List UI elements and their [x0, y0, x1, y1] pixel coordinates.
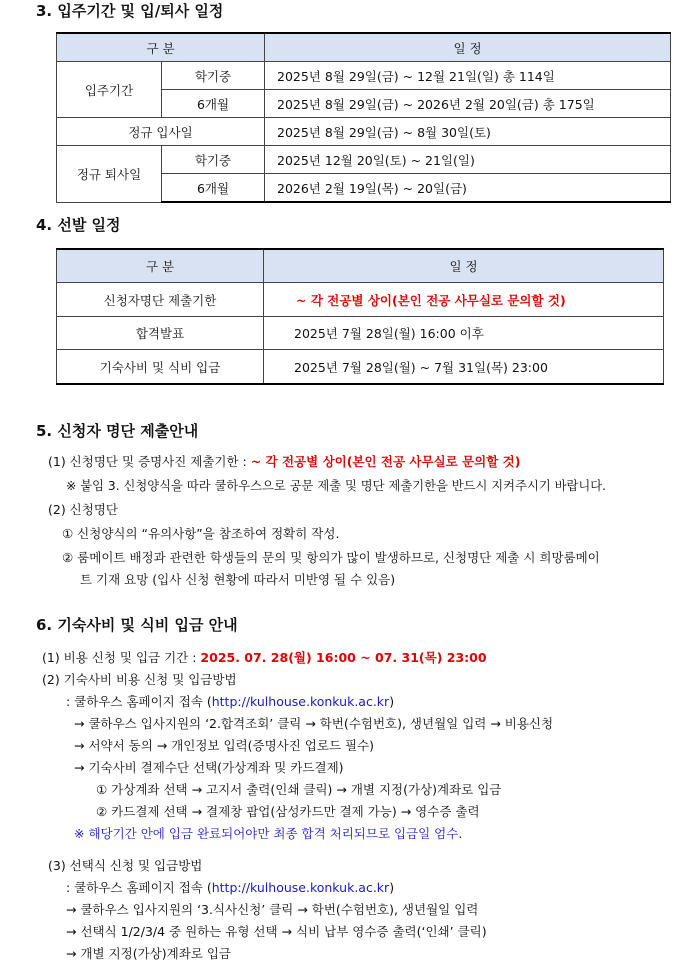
- s6-line-7: ① 가상계좌 선택 → 고지서 출력(인쇄 클릭) → 개별 지정(가상)계좌로 입금: [96, 782, 502, 797]
- s6-l11-prefix: : 쿨하우스 홈페이지 접속 (: [66, 880, 212, 895]
- cell-group: 정규 입사일: [57, 118, 265, 146]
- homepage-link-2[interactable]: http://kulhouse.konkuk.ac.kr: [211, 880, 390, 895]
- cell-label: 기숙사비 및 식비 입금: [57, 350, 264, 385]
- cell-sub: 6개월: [162, 90, 265, 118]
- s5-l1-prefix: (1) 신청명단 및 증명사진 제출기한 :: [48, 454, 251, 469]
- cell-label: 합격발표: [57, 317, 264, 350]
- s6-line-14: → 개별 지정(가상)계좌로 입금: [66, 946, 231, 961]
- s5-line-3: (2) 신청명단: [48, 502, 118, 517]
- s6-line-13: → 선택식 1/2/3/4 중 원하는 유형 선택 → 식비 납부 영수증 출력(‘인쇄’ 클릭): [66, 924, 487, 939]
- cell-sub: 학기중: [162, 62, 265, 90]
- s5-line-4: ① 신청양식의 “유의사항”을 참조하여 정확히 작성.: [62, 526, 340, 541]
- section-3-heading: 3. 입주기간 및 입/퇴사 일정: [36, 2, 224, 20]
- s6-l3-prefix: : 쿨하우스 홈페이지 접속 (: [66, 694, 212, 709]
- section-5-heading: 5. 신청자 명단 제출안내: [36, 422, 199, 440]
- s6-l11-suffix: ): [389, 880, 395, 895]
- cell-sub: 학기중: [162, 146, 265, 174]
- s5-line-2: ※ 붙임 3. 신청양식을 따라 쿨하우스으로 공문 제출 및 명단 제출기한을 반드시 지켜주시기 바랍니다.: [66, 479, 607, 493]
- cell-date: ~ 각 전공별 상이(본인 전공 사무실로 문의할 것): [264, 283, 664, 317]
- s6-line-5: → 서약서 동의 → 개인정보 입력(증명사진 업로드 필수): [74, 738, 375, 753]
- s5-line-1: [48, 452, 520, 470]
- s6-line-3: [66, 692, 394, 710]
- cell-date: 2025년 7월 28일(월) 16:00 이후: [264, 317, 664, 350]
- occupancy-table: [56, 32, 671, 203]
- table-header-schedule: 일 정: [264, 249, 664, 283]
- cell-date: 2026년 2월 19일(목) ~ 20일(금): [265, 174, 671, 203]
- cell-group: 정규 퇴사일: [57, 146, 162, 203]
- s6-line-4: → 쿨하우스 입사지원의 ‘2.합격조회’ 클릭 → 학번(수험번호), 생년월일 입력 → 비용신청: [74, 716, 554, 731]
- cell-date: 2025년 12월 20일(토) ~ 21일(일): [265, 146, 671, 174]
- table-header-category: 구 분: [57, 33, 265, 62]
- cell-date: 2025년 8월 29일(금) ~ 8월 30일(토): [265, 118, 671, 146]
- s6-line-9-notice: ※ 해당기간 안에 입금 완료되어야만 최종 합격 처리되므로 입금일 엄수.: [74, 826, 463, 841]
- cell-date: 2025년 8월 29일(금) ~ 12월 21일(일) 총 114일: [265, 62, 671, 90]
- section-6-heading: 6. 기숙사비 및 식비 입금 안내: [36, 616, 238, 634]
- cell-date: 2025년 7월 28일(월) ~ 7월 31일(목) 23:00: [264, 350, 664, 385]
- cell-label: 신청자명단 제출기한: [57, 283, 264, 317]
- s6-line-6: → 기숙사비 결제수단 선택(가상계좌 및 카드결제): [74, 760, 344, 775]
- cell-sub: 6개월: [162, 174, 265, 203]
- s6-line-10: (3) 선택식 신청 및 입금방법: [48, 858, 203, 873]
- selection-table: [56, 248, 664, 385]
- s5-line-5: ② 룸메이트 배정과 관련한 학생들의 문의 및 항의가 많이 발생하므로, 신청명단 제출 시 희망룸메이: [62, 550, 600, 565]
- s6-l1-prefix: (1) 비용 신청 및 입금 기간 :: [42, 650, 201, 665]
- s5-line-6: 트 기재 요망 (입사 신청 현황에 따라서 미반영 될 수 있음): [80, 572, 396, 587]
- s6-line-11: [66, 878, 394, 896]
- cell-date: 2025년 8월 29일(금) ~ 2026년 2월 20일(금) 총 175일: [265, 90, 671, 118]
- s6-line-1: [42, 648, 487, 666]
- cell-group: 입주기간: [57, 62, 162, 118]
- table-header-category: 구 분: [57, 249, 264, 283]
- section-4-heading: 4. 선발 일정: [36, 216, 121, 234]
- s6-l1-period: 2025. 07. 28(월) 16:00 ~ 07. 31(목) 23:00: [200, 650, 487, 665]
- s6-line-8: ② 카드결제 선택 → 결제창 팝업(삼성카드만 결제 가능) → 영수증 출력: [96, 804, 480, 819]
- homepage-link[interactable]: http://kulhouse.konkuk.ac.kr: [211, 694, 390, 709]
- table-header-schedule: 일 정: [265, 33, 671, 62]
- s5-l1-deadline: ~ 각 전공별 상이(본인 전공 사무실로 문의할 것): [250, 454, 521, 469]
- s6-l3-suffix: ): [389, 694, 395, 709]
- s6-line-2: (2) 기숙사비 비용 신청 및 입금방법: [42, 672, 237, 687]
- s6-line-12: → 쿨하우스 입사지원의 ‘3.식사신청’ 클릭 → 학번(수험번호), 생년월일 입력: [66, 902, 479, 917]
